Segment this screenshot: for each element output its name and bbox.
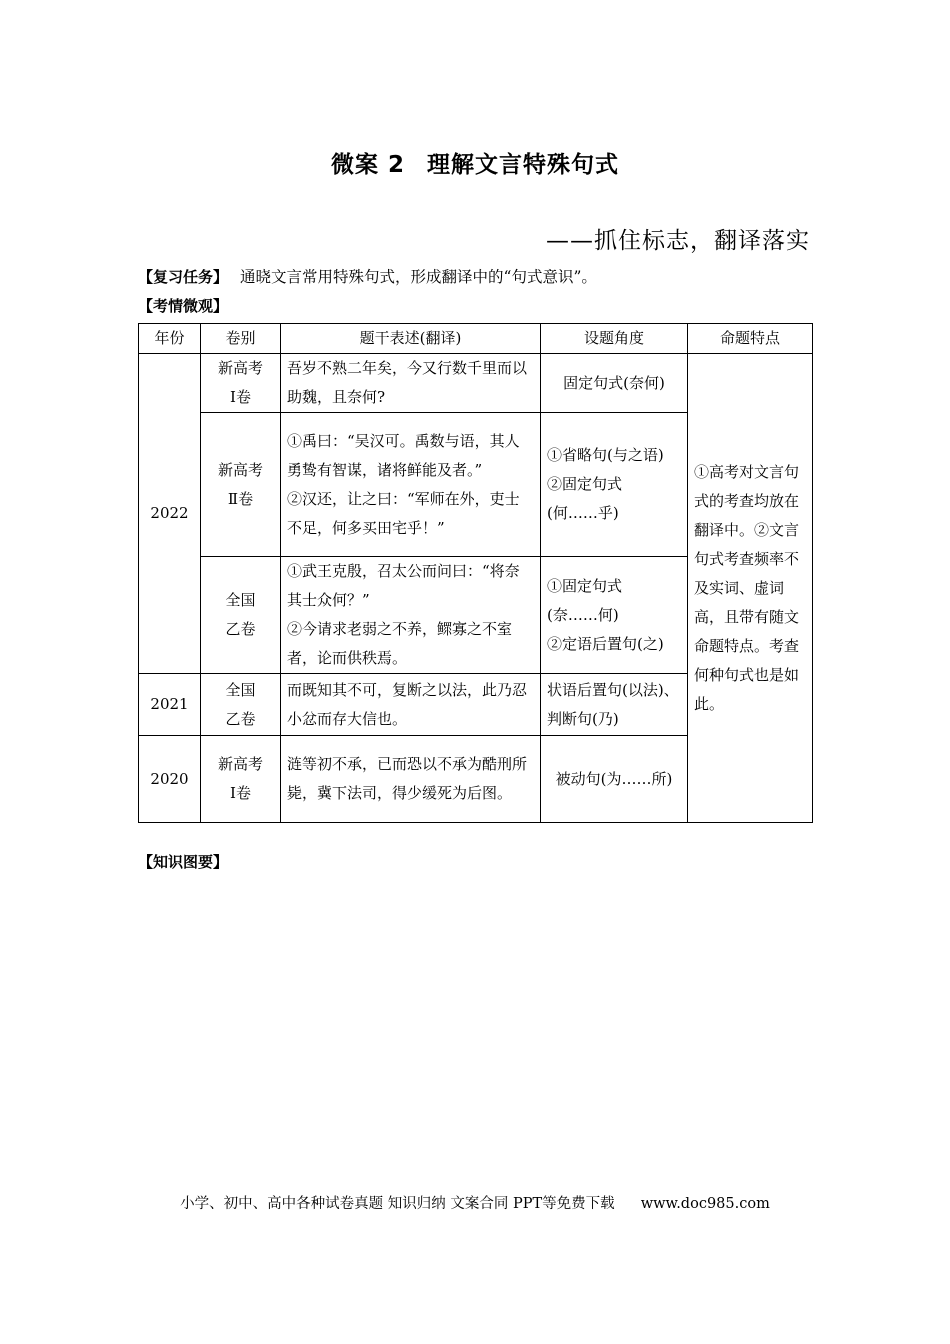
angle-cell: ①固定句式 (奈……何) ②定语后置句(之) (541, 557, 688, 674)
year-cell: 2020 (139, 736, 201, 823)
exam-overview-table (138, 323, 813, 823)
header-paper: 卷别 (201, 324, 281, 354)
header-stem: 题干表述(翻译) (281, 324, 541, 354)
page-title (0, 146, 950, 179)
stem-cell: 涟等初不承，已而恐以不承为酷刑所毙，冀下法司，得少缓死为后图。 (281, 736, 541, 823)
paper-cell: 新高考 Ⅱ卷 (201, 413, 281, 557)
angle-cell: 固定句式(奈何) (541, 354, 688, 413)
header-year: 年份 (139, 324, 201, 354)
table-row (139, 354, 813, 413)
review-task-label: 【复习任务】 (138, 268, 229, 286)
header-angle: 设题角度 (541, 324, 688, 354)
angle-cell: 状语后置句(以法)、判断句(乃) (541, 674, 688, 736)
stem-cell: ①禹曰：“吴汉可。禹数与语，其人勇鸷有智谋，诸将鲜能及者。” ②汉还，让之曰：“军师在外，吏士不足，何多买田宅乎！” (281, 413, 541, 557)
year-cell: 2022 (139, 354, 201, 674)
title-part2: 理解文言特殊句式 (427, 152, 619, 178)
header-feature: 命题特点 (688, 324, 813, 354)
paper-cell: 新高考 Ⅰ卷 (201, 354, 281, 413)
knowledge-map-label: 【知识图要】 (138, 853, 229, 871)
stem-cell: ①武王克殷，召太公而问曰：“将奈其士众何？” ②今请求老弱之不养，鳏寡之不室者，论而供秩焉。 (281, 557, 541, 674)
year-cell: 2021 (139, 674, 201, 736)
title-part1: 微案 2 (330, 152, 405, 178)
footer-text: 小学、初中、高中各种试卷真题 知识归纳 文案合同 PPT等免费下载 (180, 1196, 615, 1212)
page-subtitle: ——抓住标志，翻译落实 (546, 228, 810, 254)
paper-cell: 全国 乙卷 (201, 557, 281, 674)
footer-url: www.doc985.com (640, 1196, 770, 1212)
exam-overview-label: 【考情微观】 (138, 297, 229, 315)
table-header-row (139, 324, 813, 354)
angle-cell: ①省略句(与之语) ②固定句式 (何……乎) (541, 413, 688, 557)
feature-cell: ①高考对文言句式的考查均放在翻译中。②文言句式考查频率不及实词、虚词高，且带有随文命题特点。考查何种句式也是如此。 (688, 354, 813, 823)
review-task-text: 通晓文言常用特殊句式，形成翻译中的“句式意识”。 (240, 268, 597, 286)
review-task (138, 265, 597, 287)
paper-cell: 全国 乙卷 (201, 674, 281, 736)
paper-cell: 新高考 Ⅰ卷 (201, 736, 281, 823)
stem-cell: 而既知其不可，复断之以法，此乃忍小忿而存大信也。 (281, 674, 541, 736)
angle-cell: 被动句(为……所) (541, 736, 688, 823)
page-footer (0, 1192, 950, 1213)
stem-cell: 吾岁不熟二年矣，今又行数千里而以助魏，且奈何? (281, 354, 541, 413)
